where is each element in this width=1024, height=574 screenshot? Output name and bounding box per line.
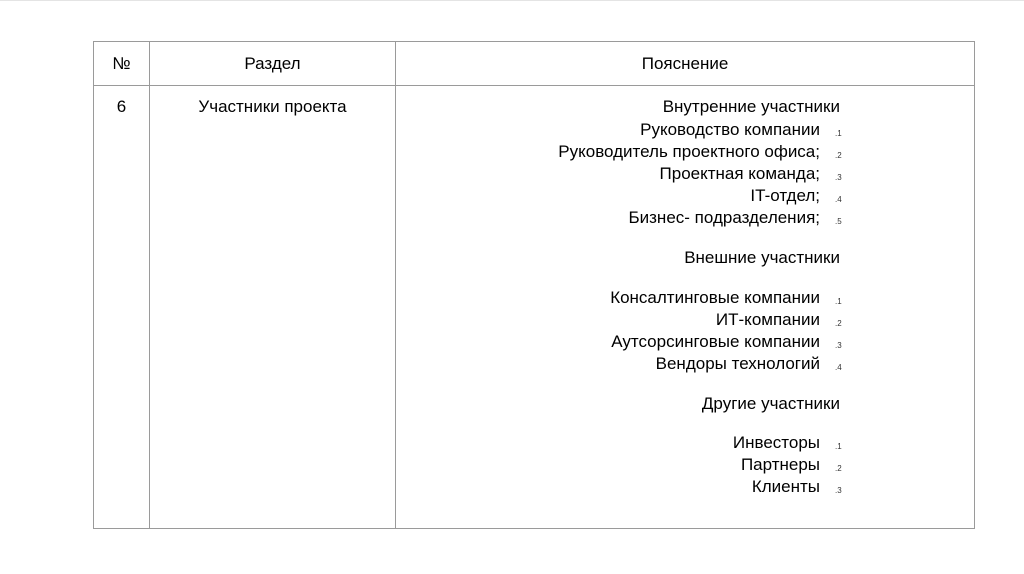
participants-table bbox=[93, 41, 975, 529]
header-section: Раздел bbox=[244, 54, 301, 73]
list-item-number: .4 bbox=[835, 195, 842, 204]
list-item-number: .3 bbox=[835, 173, 842, 182]
header-number: № bbox=[112, 54, 131, 73]
header-divider bbox=[94, 85, 974, 86]
row-section: Участники проекта bbox=[198, 97, 347, 116]
list-item: ИТ-компании bbox=[715, 310, 820, 329]
top-rule bbox=[0, 0, 1024, 1]
list-item-number: .3 bbox=[835, 486, 842, 495]
group-title-external: Внешние участники bbox=[684, 248, 840, 267]
list-item-number: .2 bbox=[835, 464, 842, 473]
list-item: Инвесторы bbox=[732, 433, 820, 452]
list-item-number: .1 bbox=[835, 297, 842, 306]
column-divider-2 bbox=[395, 42, 396, 528]
group-title-other: Другие участники bbox=[701, 394, 840, 413]
list-item-number: .1 bbox=[835, 442, 842, 451]
list-item-number: .4 bbox=[835, 363, 842, 372]
header-explanation: Пояснение bbox=[641, 54, 729, 73]
list-item-number: .2 bbox=[835, 151, 842, 160]
list-item-number: .1 bbox=[835, 129, 842, 138]
list-item-number: .2 bbox=[835, 319, 842, 328]
list-item: Партнеры bbox=[740, 455, 820, 474]
list-item: Вендоры технологий bbox=[655, 354, 820, 373]
list-item: Бизнес- подразделения; bbox=[628, 208, 820, 227]
list-item-number: .5 bbox=[835, 217, 842, 226]
list-item-number: .3 bbox=[835, 341, 842, 350]
list-item: Проектная команда; bbox=[659, 164, 820, 183]
list-item: Руководство компании bbox=[640, 120, 820, 139]
list-item: IT-отдел; bbox=[750, 186, 820, 205]
group-title-internal: Внутренние участники bbox=[662, 97, 840, 116]
list-item: Аутсорсинговые компании bbox=[611, 332, 820, 351]
list-item: Руководитель проектного офиса; bbox=[558, 142, 820, 161]
row-number: 6 bbox=[116, 97, 127, 116]
list-item: Консалтинговые компании bbox=[610, 288, 820, 307]
list-item: Клиенты bbox=[751, 477, 820, 496]
